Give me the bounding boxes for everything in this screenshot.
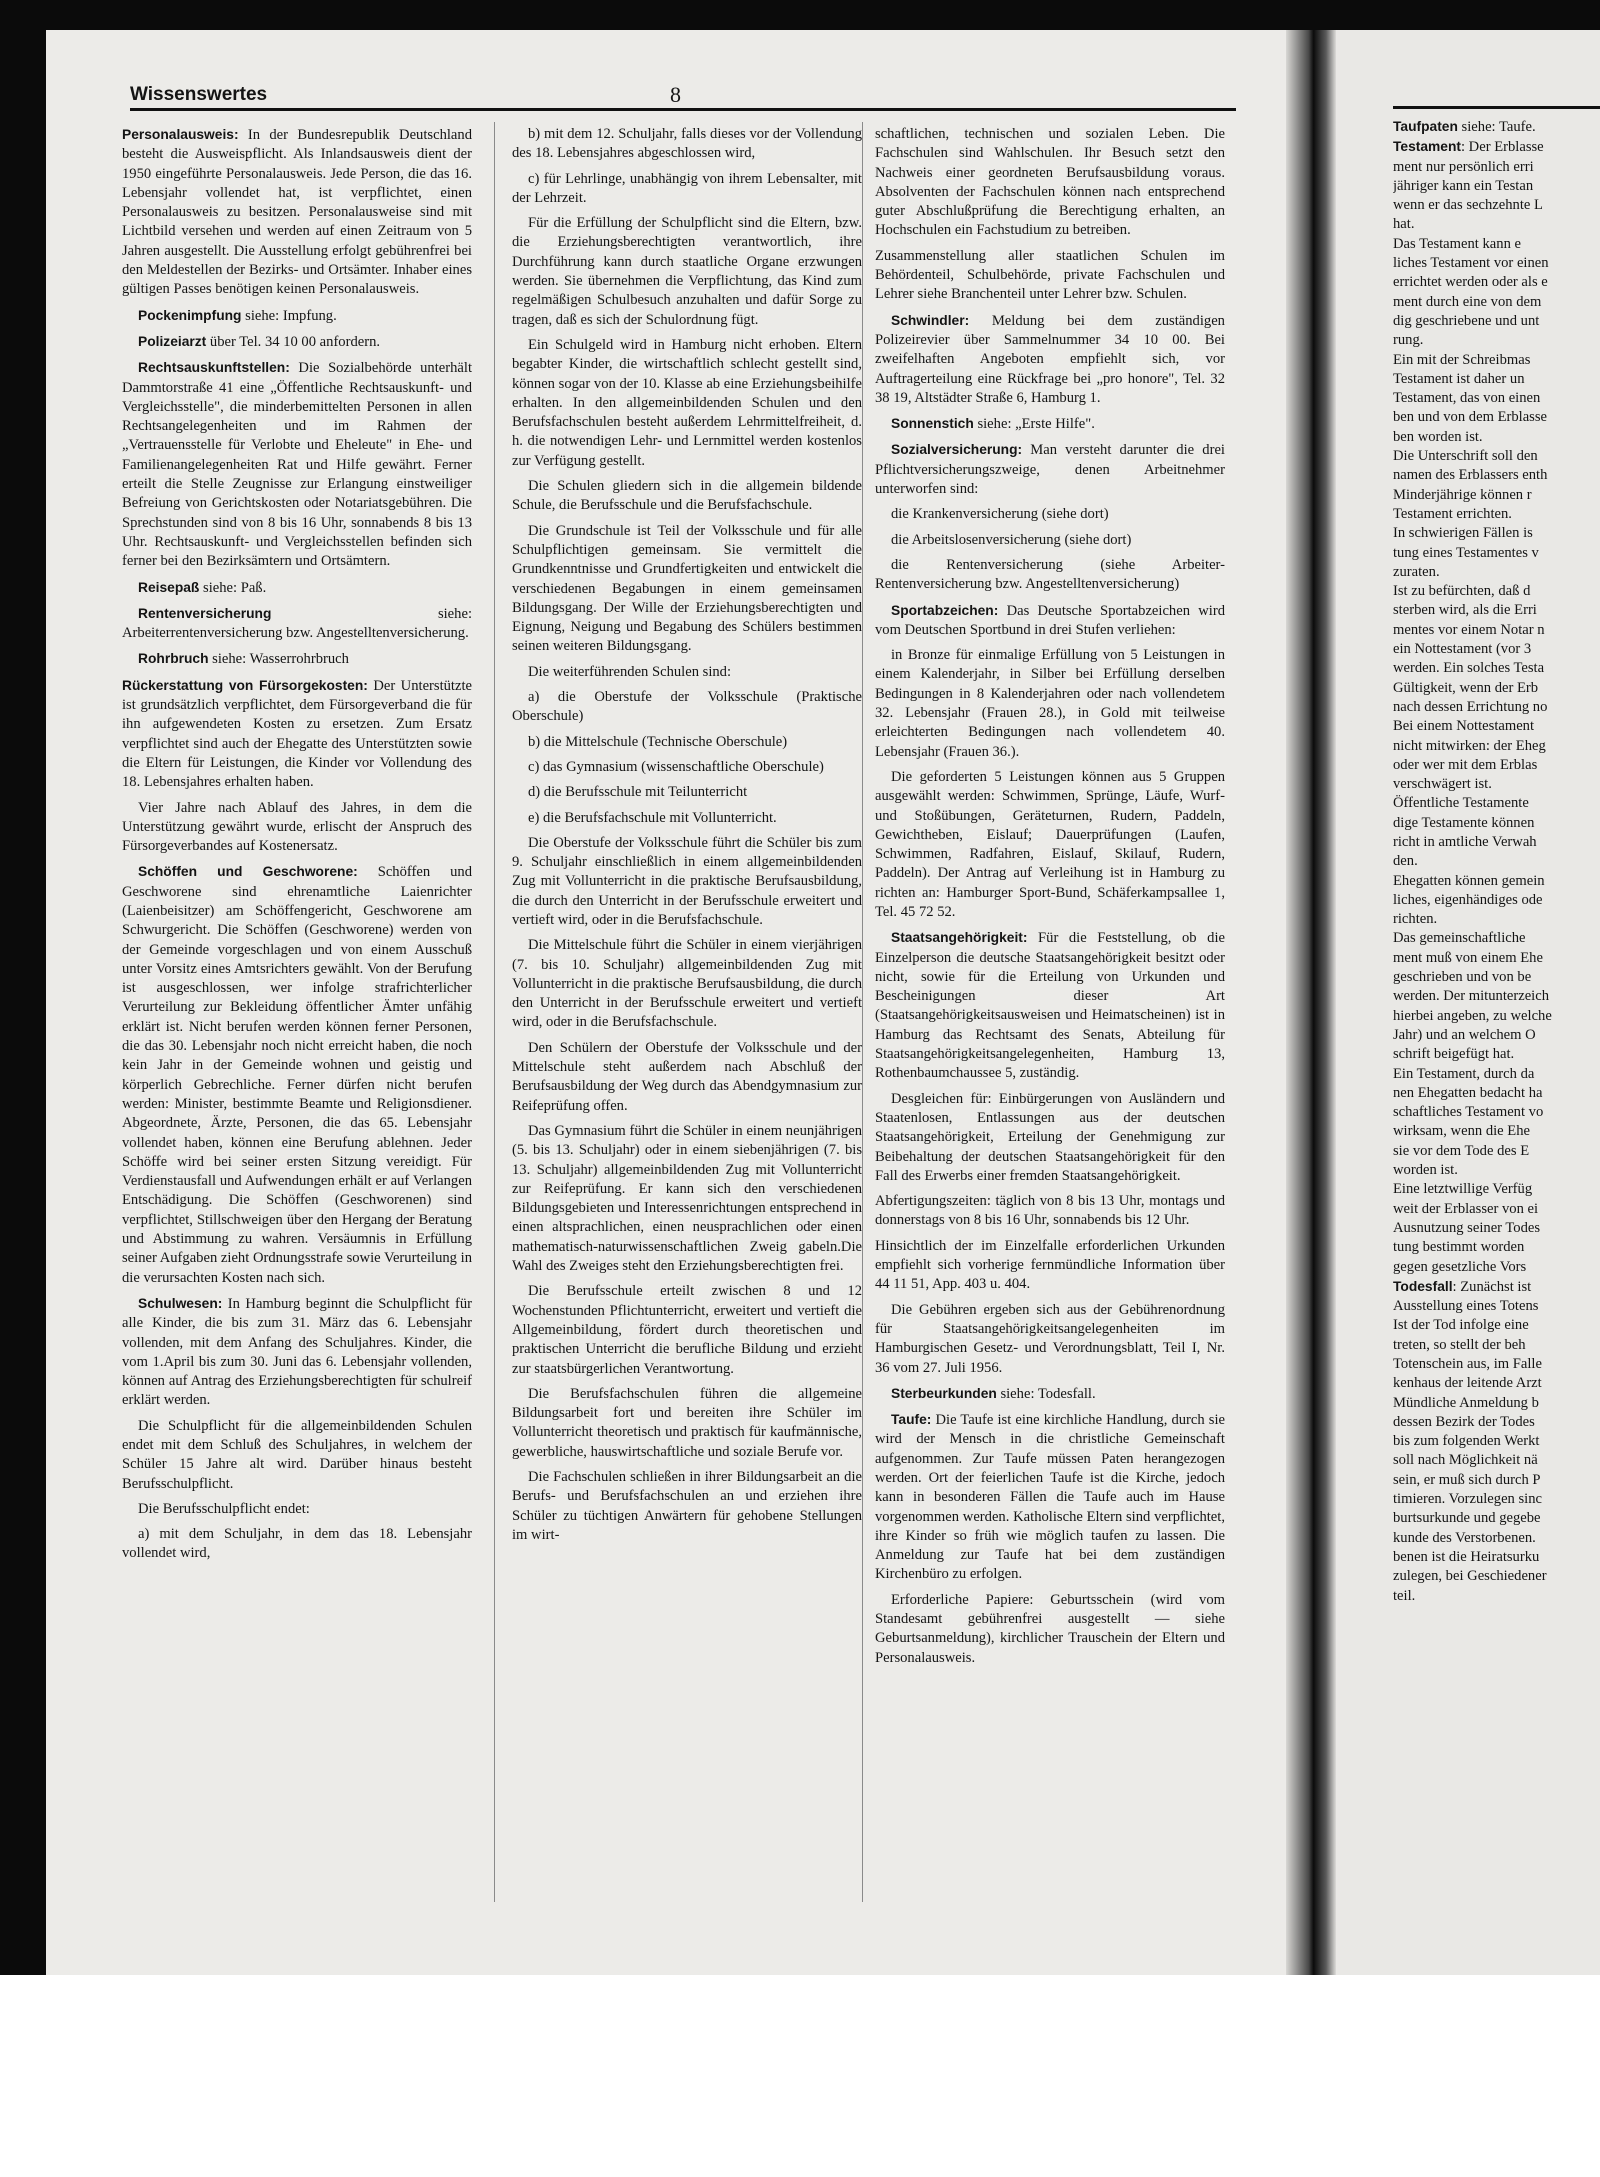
entry-schwindler (875, 311, 1225, 408)
right-page-line (1393, 968, 1600, 987)
paragraph: Die Schulen gliedern sich in die allgemein bildende Schule, die Berufsschule und die Berufsfachschule. (512, 478, 862, 514)
right-page-line (1393, 1297, 1600, 1316)
right-page-line (1393, 1432, 1600, 1451)
entry-text: ben und von dem Erblasse (1393, 409, 1548, 426)
right-page-line (1393, 775, 1600, 794)
entry-text: tung eines Testamentes v (1393, 544, 1539, 561)
column-rule (494, 122, 495, 1902)
paragraph: Den Schülern der Oberstufe der Volksschule und der Mittelschule steht außerdem nach Abschluß der Berufsausbildung der Weg durch das Abendgymnasium zur Reifeprüfung offen. (512, 1039, 862, 1114)
entry-text: siehe: Impfung. (245, 307, 337, 324)
column-2 (512, 125, 862, 1551)
right-page-line (1393, 117, 1600, 137)
entry-text: liches Testament vor einen (1393, 255, 1549, 272)
list-item: c) das Gymnasium (wissenschaftliche Oberschule) (528, 758, 824, 775)
list-item: die Arbeitslosenversicherung (siehe dort) (891, 531, 1132, 548)
entry-rohrbruch (122, 649, 472, 669)
right-page-line (1393, 1374, 1600, 1393)
list-item: a) die Oberstufe der Volksschule (Praktische Oberschule) (512, 689, 862, 725)
paragraph: Für die Erfüllung der Schulpflicht sind die Eltern, bzw. die Erziehungsberechtigten verantwortlich, ihre Durchführung kann durch staatliche Organe erzwungen werden. Sie übernehmen die Verpflichtung, das Kind zum regelmäßigen Schulbesuch anzuhalten und dafür Sorge zu tragen, daß es sich der Schulordnung fügt. (512, 215, 862, 328)
entry-text: oder wer mit dem Erblas (1393, 756, 1538, 773)
right-page-line (1393, 158, 1600, 177)
entry-rechtsauskunft (122, 358, 472, 571)
right-page-line (1393, 1161, 1600, 1180)
entry-text: Das gemeinschaftliche (1393, 930, 1526, 947)
right-page-line (1393, 1567, 1600, 1586)
running-header (130, 84, 1236, 111)
entry-text: : Zunächst ist (1452, 1278, 1532, 1295)
entry-text: siehe: Todesfall. (1000, 1385, 1096, 1402)
right-page-line (1393, 1394, 1600, 1413)
right-page-line (1393, 698, 1600, 717)
paragraph: Die Berufsfachschulen führen die allgemeine Bildungsarbeit fort und bereiten ihre Schüler im Vollunterricht theoretisch und praktisch für kaufmännische, gewerbliche, hauswirtschaftliche und soziale Berufe vor. (512, 1385, 862, 1460)
entry-term: Taufpaten (1393, 119, 1458, 134)
right-page-line (1393, 814, 1600, 833)
right-page-line (1393, 1548, 1600, 1567)
entry-staatsangehoerigkeit (875, 928, 1225, 1083)
entry-text: kunde des Verstorbenen. (1393, 1529, 1536, 1546)
right-page-line (1393, 254, 1600, 273)
right-page-line (1393, 1200, 1600, 1219)
entry-text: Ein mit der Schreibmas (1393, 351, 1531, 368)
right-page-line (1393, 582, 1600, 601)
right-page-line (1393, 1084, 1600, 1103)
paragraph: Hinsichtlich der im Einzelfalle erforderlichen Urkunden empfiehlt sich vorherige fernmündliche Information über 44 11 51, App. 403 u. 404. (875, 1237, 1225, 1293)
paragraph: Die Gebühren ergeben sich aus der Gebührenordnung für Staatsangehörigkeitsangelegenheiten im Hamburgischen Gesetz- und Verordnungsblatt, Teil I, Nr. 36 vom 27. Juli 1956. (875, 1301, 1225, 1376)
entry-term: Rentenversicherung (138, 605, 272, 621)
right-page-line (1393, 872, 1600, 891)
entry-text: Eine letztwillige Verfüg (1393, 1181, 1533, 1198)
entry-term: Rechtsauskunftstellen: (138, 360, 290, 376)
paragraph: c) für Lehrlinge, unabhängig von ihrem Lebensalter, mit der Lehrzeit. (512, 170, 862, 206)
right-page-line (1393, 1122, 1600, 1141)
entry-text: mentes vor einem Notar n (1393, 621, 1545, 638)
paragraph: Desgleichen für: Einbürgerungen von Ausländern und Staatenlosen, Entlassungen aus der deutschen Staatsangehörigkeit, Erteilung der Genehmigung zur Beibehaltung der deutschen Staatsangehörigkeit für den Fall des Erwerbs einer fremden Staatsangehörigkeit. (875, 1090, 1225, 1184)
entry-text: sein, er muß sich durch P (1393, 1471, 1541, 1488)
entry-text: hierbei angeben, zu welche (1393, 1007, 1552, 1024)
entry-text: siehe: Taufe. (1457, 119, 1536, 135)
entry-term: Rückerstattung von Fürsorgekosten: (122, 677, 368, 693)
entry-text: Das Deutsche Sportabzeichen wird vom Deutschen Sportbund in drei Stufen verliehen: (875, 602, 1225, 638)
entry-text: geschrieben und von be (1393, 969, 1532, 986)
entry-term: Todesfall (1393, 1278, 1453, 1294)
entry-text: : Der Erblasse (1460, 139, 1544, 156)
entry-text: siehe: „Erste Hilfe". (977, 416, 1095, 433)
right-page-line (1393, 177, 1600, 196)
right-page-line (1393, 717, 1600, 736)
right-page-line (1393, 273, 1600, 292)
entry-text: werden. Der mitunterzeich (1393, 988, 1549, 1005)
entry-text: burtsurkunde und gegebe (1393, 1510, 1541, 1527)
entry-text: über Tel. 34 10 00 anfordern. (209, 333, 381, 350)
entry-term: Schöffen und Geschworene: (138, 864, 358, 880)
paragraph: Die Berufsschulpflicht endet: (138, 1500, 310, 1517)
entry-text: jähriger kann ein Testan (1393, 177, 1534, 194)
entry-text: Testament, das von einen (1393, 390, 1541, 407)
entry-text: Gültigkeit, wenn der Erb (1393, 679, 1539, 696)
entry-term: Pockenimpfung (138, 307, 242, 323)
paragraph: Zusammenstellung aller staatlichen Schulen im Behördenteil, Schulbehörde, private Fachschulen und Lehrer siehe Branchenteil unter Lehrer bzw. Schulen. (875, 247, 1225, 303)
entry-text: Das Testament kann e (1393, 235, 1521, 252)
entry-personalausweis (122, 125, 472, 300)
entry-text: den. (1393, 853, 1418, 870)
entry-sterbeurkunden (875, 1384, 1225, 1404)
entry-text: soll nach Möglichkeit nä (1393, 1452, 1538, 1469)
paragraph: Ein Schulgeld wird in Hamburg nicht erhoben. Eltern begabter Kinder, die wirtschaftlich schlecht gestellt sind, können sogar von der 10. Klasse ab eine Erziehungsbeihilfe erhalten. In den allgemeinbildenden Schulen und den Berufsfachschulen besteht außerdem Lehrmittelfreiheit, d. h. die notwendigen Lehr- und Lernmittel werden kostenlos zur Verfügung gestellt. (512, 336, 862, 469)
entry-text: Minderjährige können r (1393, 486, 1532, 503)
right-page-line (1393, 891, 1600, 910)
entry-text: In der Bundesrepublik Deutschland besteht die Ausweispflicht. Als Inlandsausweis dient der 1950 eingeführte Personalausweis. Jede Person, die das 16. Lebensjahr vollendet hat, ist verpflichtet, einen Personalausweis zu besitzen. Personalausweise sind mit Lichtbild versehen und werden auf einen Zeitraum von 5 Jahren ausgestellt. Die Ausstellung erfolgt gebührenfrei bei den Meldestellen der Bezirks- und Ortsämter. Inhaber eines gültigen Passes benötigen keinen Personalausweis. (122, 127, 472, 298)
entry-text: wirksam, wenn die Ehe (1393, 1123, 1530, 1140)
section-title: Wissenswertes (130, 84, 268, 105)
entry-text: dige Testamente können (1393, 814, 1535, 831)
entry-text: Totenschein aus, im Falle (1393, 1356, 1542, 1372)
right-page-line (1393, 621, 1600, 640)
entry-text: timieren. Vorzulegen sinc (1393, 1491, 1543, 1508)
right-page-line (1393, 1471, 1600, 1490)
entry-text: Ist zu befürchten, daß d (1393, 583, 1531, 600)
entry-polizeiarzt (122, 332, 472, 352)
right-page-line (1393, 756, 1600, 775)
entry-text: Ausstellung eines Totens (1393, 1298, 1539, 1315)
paragraph: Die weiterführenden Schulen sind: (528, 663, 732, 680)
entry-text: schaftliches Testament vo (1393, 1104, 1544, 1121)
entry-sonnenstich (875, 414, 1225, 434)
entry-text: schrift beigefügt hat. (1393, 1046, 1515, 1063)
entry-text: rung. (1393, 332, 1424, 349)
paragraph: Erforderliche Papiere: Geburtsschein (wird vom Standesamt gebührenfrei ausgestellt — siehe Geburtsanmeldung), kirchlicher Trauschein der Eltern und Personalausweis. (875, 1591, 1225, 1666)
entry-rueckerstattung (122, 676, 472, 793)
right-page-line (1393, 1258, 1600, 1277)
right-page-line (1393, 196, 1600, 215)
right-page-line (1393, 929, 1600, 948)
right-page-line (1393, 1355, 1600, 1374)
list-item: d) die Berufsschule mit Teilunterricht (528, 784, 748, 801)
paragraph: b) mit dem 12. Schuljahr, falls dieses vor der Vollendung des 18. Lebensjahres abgeschlossen wird, (512, 126, 862, 162)
entry-text: siehe: Paß. (203, 579, 267, 596)
entry-text: Man versteht darunter die drei Pflichtversicherungszweige, denen Arbeitnehmer unterworfen sind: (875, 442, 1225, 498)
right-page-line (1393, 1238, 1600, 1257)
right-page-line (1393, 1413, 1600, 1432)
entry-text: Testament ist daher un (1393, 370, 1525, 387)
paragraph: Die Schulpflicht für die allgemeinbildenden Schulen endet mit dem Schluß des Schuljahres, in welchem der Schüler 15 Jahre alt wird. Darüber hinaus besteht Berufsschulpflicht. (122, 1417, 472, 1492)
entry-text: benen ist die Heiratsurku (1393, 1548, 1540, 1565)
right-page-line (1393, 524, 1600, 543)
entry-term: Taufe: (891, 1412, 932, 1428)
right-page-column (1393, 106, 1600, 1606)
paragraph: Die Berufsschule erteilt zwischen 8 und 12 Wochenstunden Pflichtunterricht, erweitert und vertieft die Allgemeinbildung, fördert durch theoretischen und praktischen Unterricht die berufliche Bildung und erzieht zur staatsbürgerlichen Verantwortung. (512, 1283, 862, 1377)
right-page-line (1393, 312, 1600, 331)
entry-text: worden ist. (1393, 1162, 1458, 1179)
entry-text: sie vor dem Tode des E (1393, 1142, 1530, 1159)
entry-schulwesen (122, 1294, 472, 1411)
entry-text: sterben wird, als die Erri (1393, 602, 1537, 619)
entry-text: Ehegatten können gemein (1393, 872, 1545, 889)
entry-rentenversicherung (122, 604, 472, 644)
entry-term: Sozialversicherung: (891, 442, 1023, 458)
entry-text: liches, eigenhändiges ode (1393, 891, 1543, 908)
entry-sportabzeichen (875, 601, 1225, 641)
entry-text: ment muß von einem Ehe (1393, 949, 1543, 966)
right-page-line (1393, 1065, 1600, 1084)
entry-text: Bei einem Nottestament (1393, 718, 1535, 735)
right-page-line (1393, 1045, 1600, 1064)
right-page-line (1393, 1103, 1600, 1122)
entry-text: siehe: Wasserrohrbruch (212, 651, 349, 668)
paragraph: Die geforderten 5 Leistungen können aus 5 Gruppen ausgewählt werden: Schwimmen, Sprünge, Läufe, Wurf- und Stoßübungen, Geräteturnen, Rudern, Paddeln, Gewichtheben, Eislauf; Dauerprüfungen (Laufen, Schwimmen, Radfahren, Eislauf, Skilauf, Rudern, Paddeln). Der Antrag auf Verleihung ist in Hamburg zu richten an: Hamburger Sport-Bund, Schäferkampsallee 1, Tel. 45 72 52. (875, 768, 1225, 920)
right-page-line (1393, 1142, 1600, 1161)
entry-text: ment durch eine von dem (1393, 293, 1542, 310)
paragraph: a) mit dem Schuljahr, in dem das 18. Lebensjahr vollendet wird, (122, 1526, 472, 1562)
list-item: e) die Berufsfachschule mit Vollunterricht. (528, 809, 777, 826)
entry-text: hat. (1393, 216, 1415, 233)
entry-text: werden. Ein solches Testa (1393, 660, 1545, 677)
entry-text: Die Unterschrift soll den (1393, 448, 1538, 465)
right-page-line (1393, 505, 1600, 524)
right-page-line (1393, 331, 1600, 350)
entry-text: kenhaus der leitende Arzt (1393, 1375, 1542, 1392)
entry-text: ben worden ist. (1393, 428, 1483, 445)
right-page-line (1393, 659, 1600, 678)
list-item: b) die Mittelschule (Technische Oberschule) (528, 733, 788, 750)
entry-text: namen des Erblassers enth (1393, 467, 1548, 484)
entry-text: In schwierigen Fällen is (1393, 525, 1533, 542)
entry-text: bis zum folgenden Werkt (1393, 1433, 1540, 1450)
entry-sozialversicherung (875, 440, 1225, 499)
entry-text: Mündliche Anmeldung b (1393, 1394, 1539, 1411)
entry-text: Testament errichten. (1393, 505, 1512, 522)
right-page-line (1393, 679, 1600, 698)
right-page-line (1393, 137, 1600, 157)
column-1 (122, 125, 472, 1570)
entry-text: Die Taufe ist eine kirchliche Handlung, durch sie wird der Mensch in die christliche Gemeinschaft aufgenommen. Zur Taufe müssen Paten herangezogen werden. Ort der feierlichen Taufe ist die Kirche, jedoch kann in besonderen Fällen die Taufe auch im Hause vorgenommen werden. Katholische Eltern sind verpflichtet, ihre Kinder so früh wie möglich taufen zu lassen. Die Anmeldung zur Taufe hat bei dem zuständigen Kirchenbüro zu erfolgen. (875, 1412, 1225, 1583)
entry-text: ment nur persönlich erri (1393, 158, 1534, 175)
right-page-line (1393, 1219, 1600, 1238)
right-page-line (1393, 293, 1600, 312)
entry-text: Für die Feststellung, ob die Einzelperson die deutsche Staatsangehörigkeit besitzt oder nicht, sowie für die Erteilung von Urkunden und Bescheinigungen dieser Art (Staatsangehörigkeitsausweisen und Heimatscheinen) ist in Hamburg das Rechtsamt des Senats, Abteilung für Staatsangehörigkeitsangelegenheiten, Hamburg 13, Rothenbaumchaussee 5, zuständig. (875, 930, 1225, 1082)
right-page-line (1393, 1529, 1600, 1548)
book-gutter (1286, 30, 1336, 1975)
right-page-line (1393, 215, 1600, 234)
entry-text: teil. (1393, 1587, 1416, 1604)
entry-text: weit der Erblasser von ei (1393, 1200, 1539, 1217)
entry-text: verschwägert ist. (1393, 776, 1492, 793)
paragraph: Das Gymnasium führt die Schüler in einem neunjährigen (5. bis 13. Schuljahr) oder in einem siebenjährigen (7. bis 13. Schuljahr) allgemeinbildenden Zug mit Vollunterricht zur Reifeprüfung. Er kann sich den verschiedenen Bildungsgebieten und Interessenrichtungen entsprechend in einen altsprachlichen, einen neusprachlichen oder einen mathematisch-naturwissenschaftlichen Zweig gabeln.Die Wahl des Zweiges steht den Erziehungsberechtigten frei. (512, 1122, 862, 1275)
entry-text: siehe: Arbeiterrentenversicherung bzw. Angestelltenversicherung. (122, 605, 472, 642)
list-item: die Krankenversicherung (siehe dort) (891, 506, 1109, 523)
entry-taufe (875, 1410, 1225, 1585)
paragraph: in Bronze für einmalige Erfüllung von 5 Leistungen in einem Kalenderjahr, in Silber bei Erfüllung derselben Bedingungen in 8 Kalenderjahren oder nach vollendetem 32. Lebensjahr (Frauen 28.), in Gold mit teilweise erleichterten Bedingungen nach vollendetem 40. Lebensjahr (Frauen 36.). (875, 647, 1225, 760)
entry-text: richt in amtliche Verwah (1393, 833, 1537, 850)
right-page-line (1393, 737, 1600, 756)
entry-text: tung bestimmt worden (1393, 1239, 1525, 1256)
entry-term: Schwindler: (891, 312, 970, 328)
entry-text: zulegen, bei Geschiedener (1393, 1568, 1547, 1585)
paragraph: Die Oberstufe der Volksschule führt die Schüler bis zum 9. Schuljahr einschließlich in einem allgemeinbildenden Zug mit Vollunterricht in die praktische Berufsausbildung, die durch den Unterricht in der Berufsschule erweitert und vertieft wird, oder in die Berufsfachschule. (512, 834, 862, 928)
right-page-line (1393, 987, 1600, 1006)
right-page-line (1393, 1026, 1600, 1045)
entry-term: Sonnenstich (891, 416, 974, 432)
column-rule (862, 122, 863, 1902)
paragraph: Vier Jahre nach Ablauf des Jahres, in dem die Unterstützung gewährt wurde, erlischt der Anspruch des Fürsorgeverbandes auf Kostenersatz. (122, 799, 472, 855)
entry-term: Rohrbruch (138, 651, 209, 667)
right-page-line (1393, 389, 1600, 408)
entry-text: Öffentliche Testamente (1393, 795, 1529, 812)
entry-pockenimpfung (122, 306, 472, 326)
entry-text: gegen gesetzliche Vors (1393, 1258, 1527, 1275)
entry-text: Schöffen und Geschworene sind ehrenamtliche Laienrichter (Laienbeisitzer) am Schöffengericht, Geschworene am Schwurgericht. Die Schöffen (Geschworene) werden von der Gemeinde vorgeschlagen und von einem Ausschuß unter Vorsitz eines Amtsrichters gewählt. Von der Berufung ist ausgeschlossen, wer infolge strafrichterlicher Verurteilung zur Bekleidung öffentlicher Ämter unfähig erklärt ist. Nicht berufen werden können ferner Personen, die das 30. Lebensjahr noch nicht erreicht haben, die noch kein Jahr in der Gemeinde wohnen und geistig und körperlich Gebrechliche. Ferner dürfen nicht berufen werden: Minister, bestimmte Beamte und Religionsdiener. Abgeordnete, Ärzte, Personen, die das 65. Lebensjahr vollendet haben, können eine Berufung ablehnen. Jeder Schöffe wird bei seiner ersten Sitzung vereidigt. Für Verdienstausfall und Aufwendungen erhält er auf Verlangen Entschädigung. Die Schöffen (Geschworenen) sind verpflichtet, Stillschweigen über den Hergang der Beratung und Abstimmung zu wahren. Versäumnis in Erfüllung seiner Aufgaben zieht Ordnungsstrafe sowie Verurteilung in die verursachten Kosten nach sich. (122, 864, 472, 1286)
right-page-line (1393, 351, 1600, 370)
right-page-line (1393, 1316, 1600, 1335)
entry-text: Meldung bei dem zuständigen Polizeirevier über Sammelnummer 34 10 00. Bei zweifelhaften Angeboten empfiehlt sich, vor Auftragerteilung eine Rückfrage bei „pro honore", Tel. 32 38 19, Altstädter Straße 6, Hamburg 1. (875, 312, 1225, 406)
entry-term: Polizeiarzt (138, 333, 207, 349)
right-page-line (1393, 1587, 1600, 1606)
right-page-line (1393, 1490, 1600, 1509)
right-page-line (1393, 544, 1600, 563)
entry-text: dig geschriebene und unt (1393, 312, 1540, 329)
paragraph: Die Grundschule ist Teil der Volksschule und für alle Schulpflichtigen gemeinsam. Sie vermittelt die Grundkenntnisse und Grundfertigkeiten und entwickelt die verschiedenen Begabungen in einem gemeinsamen Bildungsgang. Der Wille der Erziehungsberechtigten und Eignung, Neigung und Begabung des Schülers bestimmen seinen weiteren Bildungsgang. (512, 522, 862, 655)
entry-term: Personalausweis: (122, 127, 239, 142)
right-page-line (1393, 235, 1600, 254)
entry-text: wenn er das sechzehnte L (1393, 197, 1543, 214)
right-page-line (1393, 640, 1600, 659)
page-number: 8 (670, 82, 681, 107)
right-page-line (1393, 852, 1600, 871)
entry-schoeffen (122, 862, 472, 1288)
entry-text: errichtet werden oder als e (1393, 274, 1548, 291)
right-page-line (1393, 408, 1600, 427)
right-page-line (1393, 910, 1600, 929)
right-page-line (1393, 949, 1600, 968)
right-page-line (1393, 447, 1600, 466)
right-page-line (1393, 1509, 1600, 1528)
column-3 (875, 125, 1225, 1674)
right-page-line (1393, 428, 1600, 447)
entry-text: treten, so stellt der beh (1393, 1336, 1526, 1353)
entry-term: Reisepaß (138, 579, 200, 595)
paragraph: Die Mittelschule führt die Schüler in einem vierjährigen (7. bis 10. Schuljahr) allgemeinbildenden Zug mit Vollunterricht in die praktische Berufsausbildung, die durch den Unterricht in der Berufsschule erweitert und vertieft wird, oder in die Berufsfachschule. (512, 937, 862, 1031)
entry-term: Staatsangehörigkeit: (891, 930, 1028, 946)
right-page-line (1393, 1336, 1600, 1355)
right-page-line (1393, 466, 1600, 485)
right-page-line (1393, 794, 1600, 813)
entry-text: Der Unterstützte ist grundsätzlich verpflichtet, dem Fürsorgeverband die für ihn aufgewendeten Kosten zu ersetzen. Zum Ersatz verpflichtet sind auch der Ehegatte des Unterstützten sowie die Eltern für Leistungen, die Kinder vor Vollendung des 18. Lebensjahres erhalten haben. (122, 677, 472, 791)
right-page-line (1393, 601, 1600, 620)
entry-term: Schulwesen: (138, 1295, 223, 1311)
right-page-line (1393, 563, 1600, 582)
paragraph: schaftlichen, technischen und sozialen Leben. Die Fachschulen sind Wahlschulen. Ihr Besuch setzt den Nachweis einer geordneten Berufsausbildung voraus. Absolventen der Fachschulen können nach entsprechend guter Abschlußprüfung die Berechtigung erhalten, an Hochschulen ein Fachstudium zu betreiben. (875, 126, 1225, 239)
entry-text: nicht mitwirken: der Eheg (1393, 737, 1546, 754)
entry-text: In Hamburg beginnt die Schulpflicht für alle Kinder, die bis zum 31. März das 6. Lebensjahr vollenden, mit dem Anfang des Schuljahres. Kinder, die vom 1.April bis zum 30. Juni das 6. Lebensjahr vollenden, können auf Antrag des Erziehungsberechtigten für schulreif erklärt werden. (122, 1295, 472, 1409)
entry-term: Sterbeurkunden (891, 1385, 997, 1401)
entry-text: Jahr) und an welchem O (1393, 1026, 1536, 1043)
paragraph: Die Fachschulen schließen in ihrer Bildungsarbeit an die Berufs- und Berufsfachschulen an und erziehen ihre Schüler zu tüchtigen Anwärtern für gehobene Stellungen im wirt- (512, 1469, 862, 1543)
entry-text: Ein Testament, durch da (1393, 1065, 1535, 1082)
right-page-line (1393, 1180, 1600, 1199)
right-page-line (1393, 370, 1600, 389)
right-page-line (1393, 833, 1600, 852)
entry-text: ein Nottestament (vor 3 (1393, 641, 1532, 658)
entry-text: zuraten. (1393, 563, 1440, 580)
list-item: die Rentenversicherung (siehe Arbeiter-Rentenversicherung bzw. Angestelltenversicherung) (875, 556, 1225, 593)
entry-reisepass (122, 578, 472, 598)
entry-text: richten. (1393, 911, 1438, 928)
paragraph: Abfertigungszeiten: täglich von 8 bis 13 Uhr, montags und donnerstags von 8 bis 16 Uhr, sonnabends bis 12 Uhr. (875, 1193, 1225, 1229)
right-page-line (1393, 1277, 1600, 1297)
entry-term: Sportabzeichen: (891, 602, 999, 618)
entry-text: dessen Bezirk der Todes (1393, 1413, 1535, 1430)
entry-text: Die Sozialbehörde unterhält Dammtorstraße 41 eine „Öffentliche Rechtsauskunft- und Vergleichsstelle", die minderbemittelten Personen in allen Rechtsangelegenheiten und im Rahmen der „Vertrauensstelle für Verlobte und Eheleute" in Ehe- und Familienangelegenheiten Rat und Hilfe gewährt. Ferner erteilt die Stelle Zeugnisse zur Erlangung einstweiliger Befreiung von Gerichtskosten oder Notariatsgebühren. Die Sprechstunden sind von 8 bis 16 Uhr, sonnabends 8 bis 13 Uhr. Rechtsauskunft- und Vergleichsstellen befinden sich ferner bei den Bezirksämtern und Ortsämtern. (122, 360, 472, 570)
entry-text: Ist der Tod infolge eine (1393, 1317, 1529, 1334)
entry-text: nen Ehegatten bedacht ha (1393, 1084, 1543, 1101)
right-page-line (1393, 486, 1600, 505)
right-page-line (1393, 1451, 1600, 1470)
right-page-line (1393, 1007, 1600, 1026)
entry-text: Ausnutzung seiner Todes (1393, 1219, 1541, 1236)
entry-term: Testament (1393, 139, 1461, 155)
entry-text: nach dessen Errichtung no (1393, 698, 1548, 715)
